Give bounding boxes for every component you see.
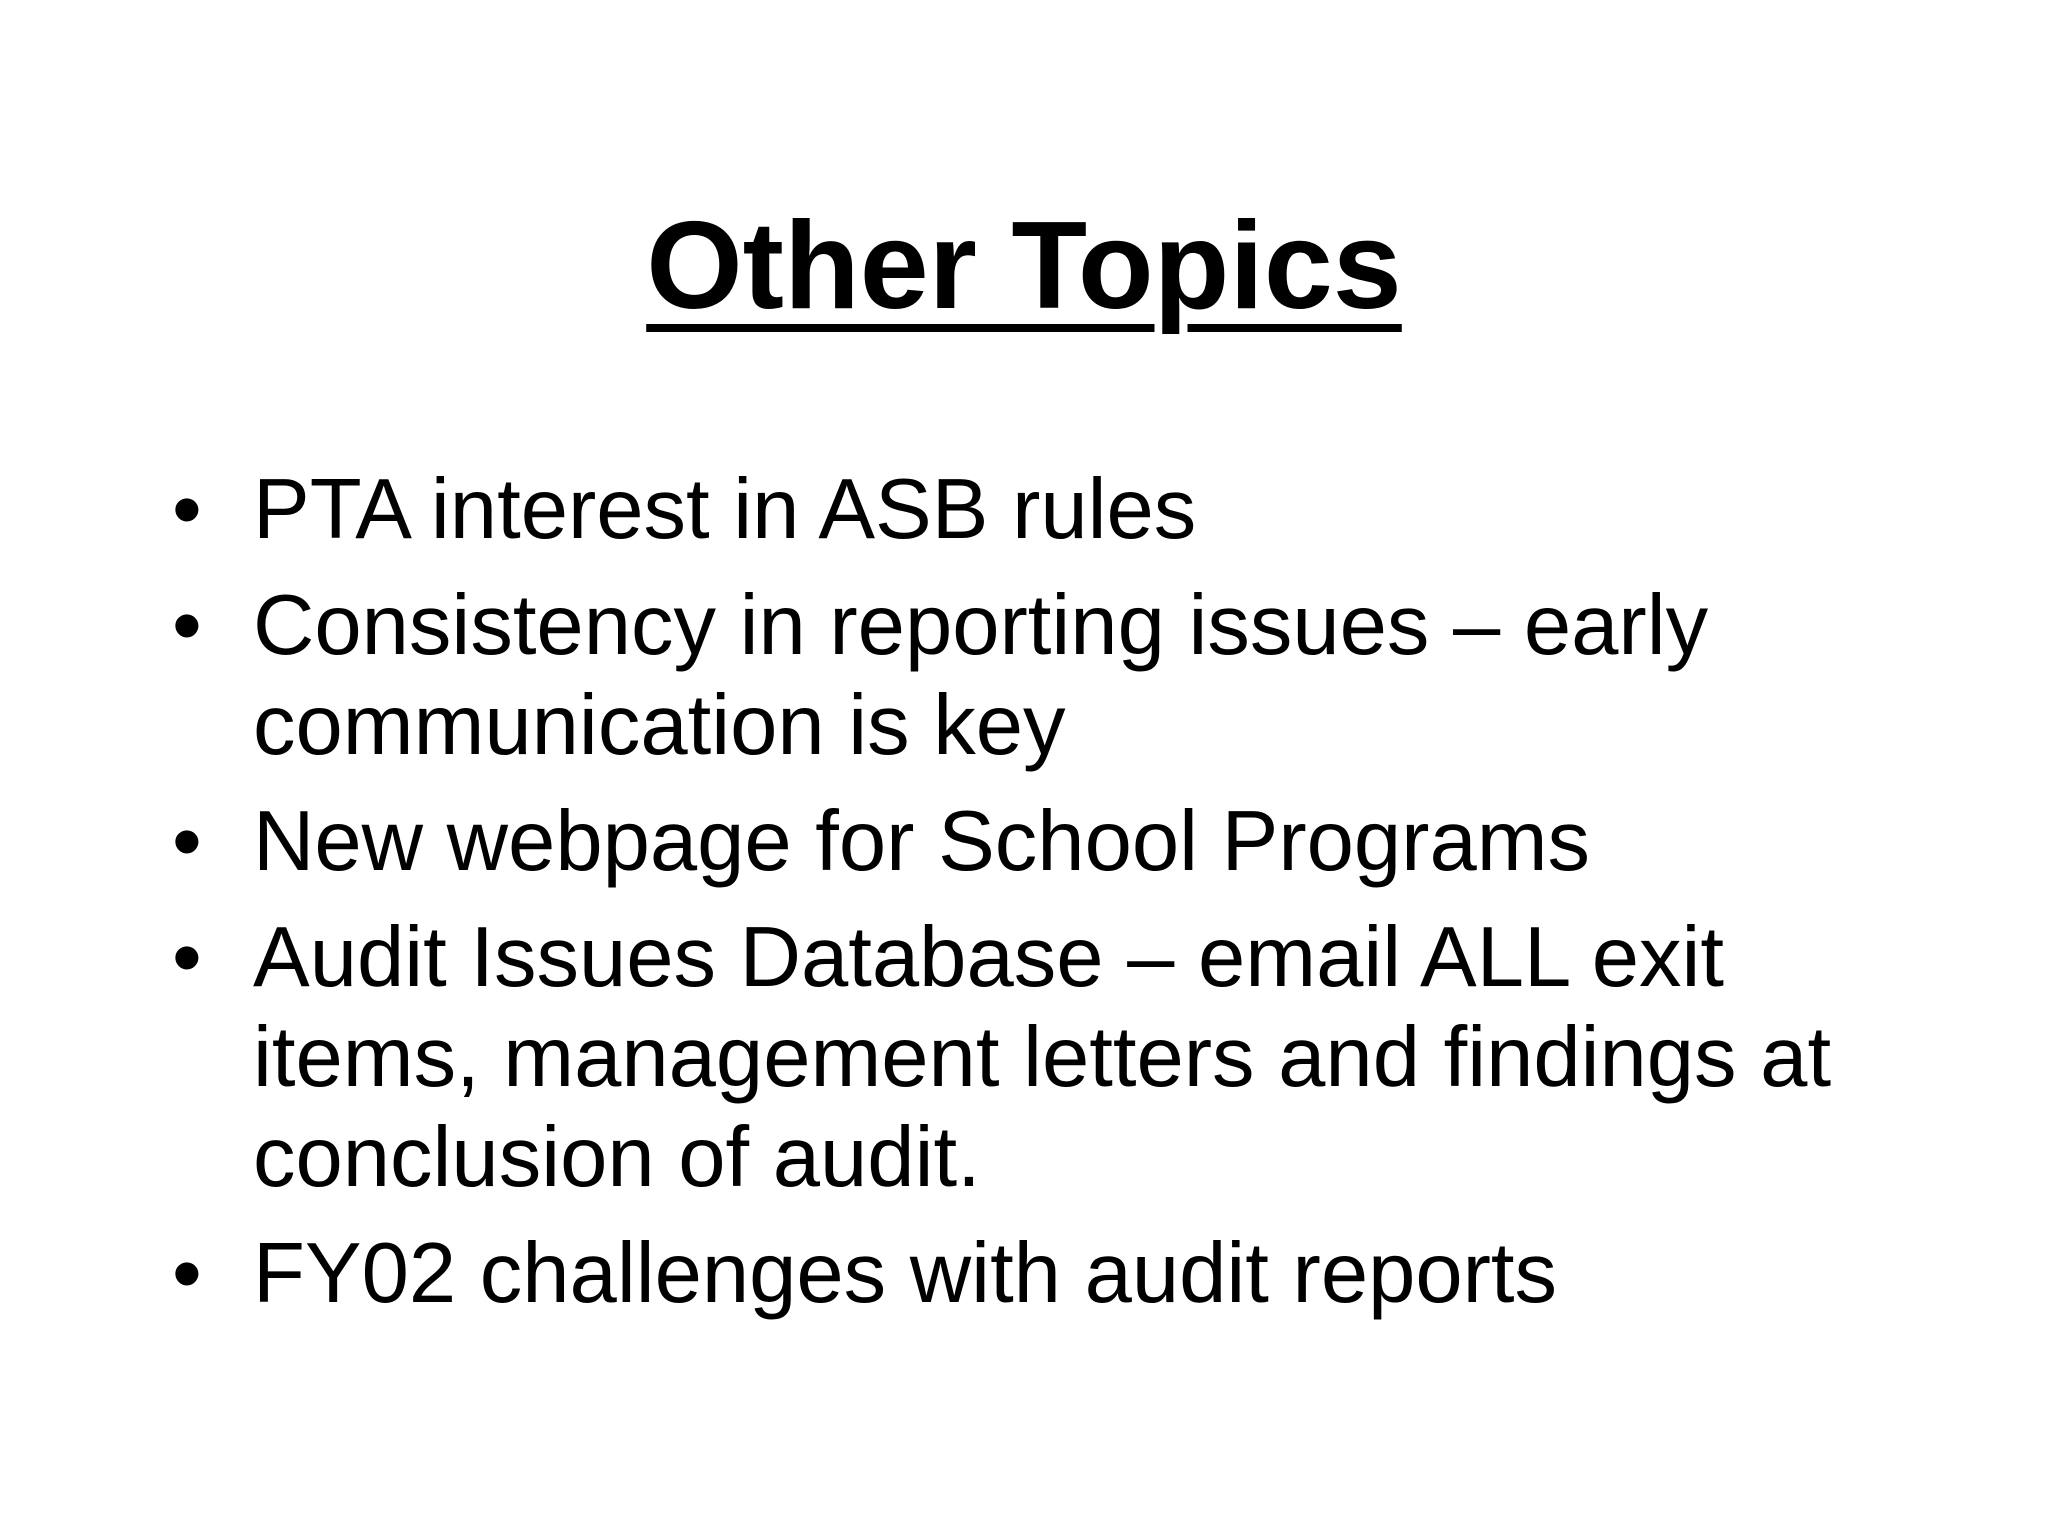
bullet-icon: •	[172, 794, 202, 889]
bullet-item	[172, 460, 1892, 560]
bullet-icon: •	[172, 578, 202, 673]
bullet-icon: •	[172, 462, 202, 557]
bullet-list	[172, 460, 1892, 1340]
bullet-icon: •	[172, 1226, 202, 1321]
bullet-icon: •	[172, 910, 202, 1005]
bullet-text: Consistency in reporting issues – early communication is key	[253, 578, 1709, 773]
bullet-item	[172, 1224, 1892, 1324]
bullet-text: New webpage for School Programs	[253, 794, 1591, 889]
bullet-item	[172, 576, 1892, 776]
bullet-text: FY02 challenges with audit reports	[253, 1226, 1558, 1321]
bullet-item	[172, 792, 1892, 892]
bullet-item	[172, 908, 1892, 1208]
slide-title-text: Other Topics	[646, 197, 1402, 335]
slide-title	[0, 195, 2048, 338]
bullet-text: PTA interest in ASB rules	[253, 462, 1197, 557]
bullet-text: Audit Issues Database – email ALL exit items, management letters and findings at conclusion of audit.	[253, 910, 1832, 1205]
